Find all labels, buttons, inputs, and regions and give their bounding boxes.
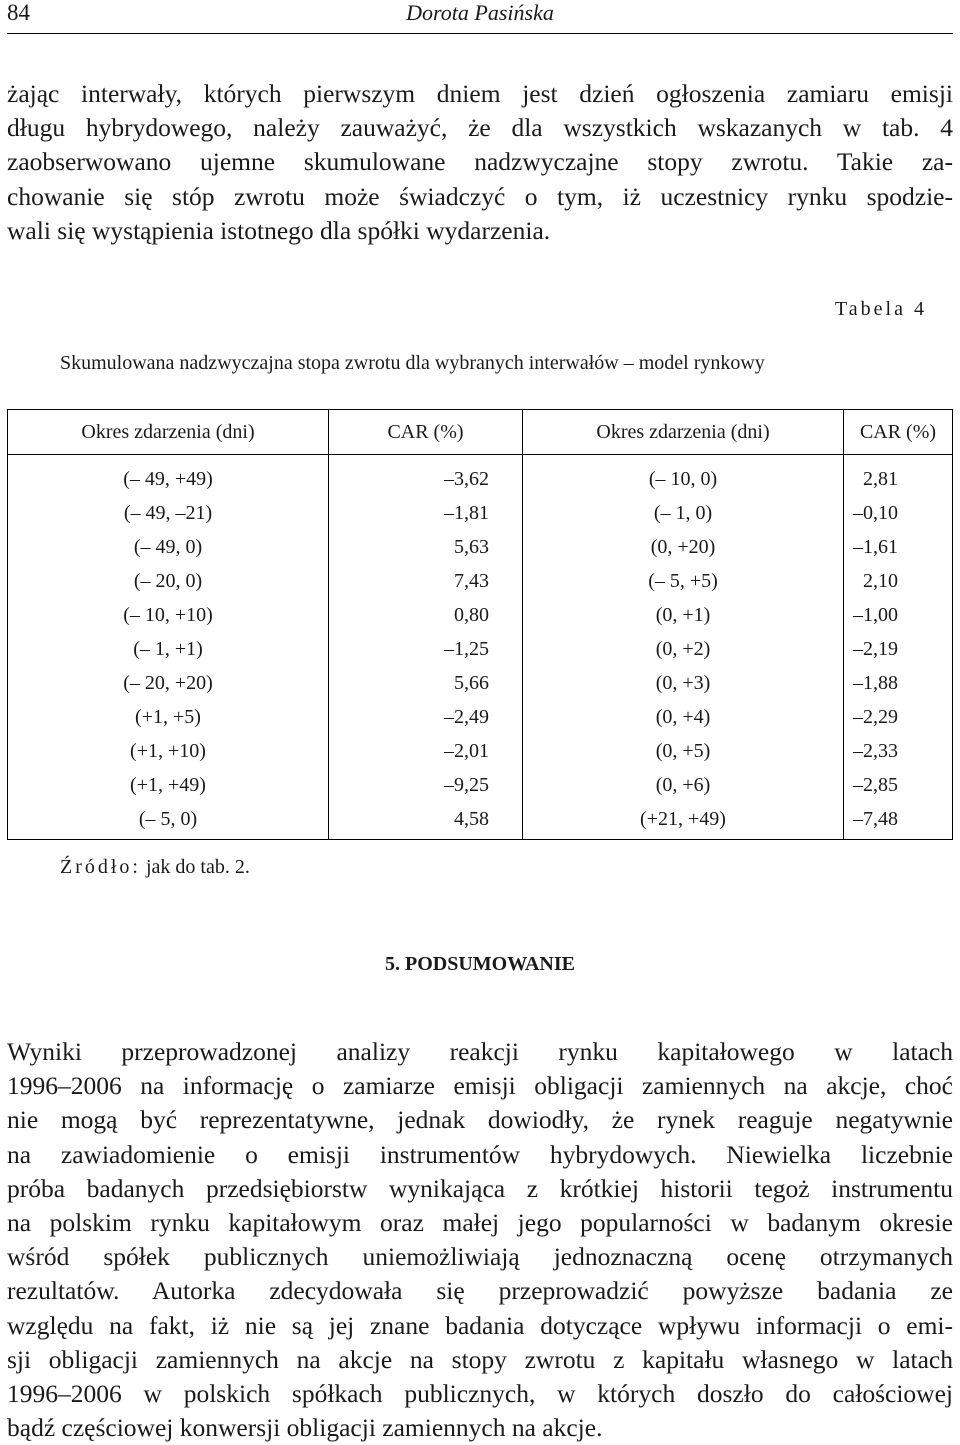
text-line: względu na fakt, iż nie są jej znane badania dotyczące wpływu informacji o emi- — [7, 1310, 953, 1340]
period-cell: (– 1, 0) — [523, 496, 844, 530]
table-header-row — [8, 410, 953, 455]
text-line: zaobserwowano ujemne skumulowane nadzwyczajne stopy zwrotu. Takie za- — [7, 147, 953, 177]
car-value-cell: 4,58 — [329, 802, 523, 840]
table-row — [8, 802, 953, 840]
table-row — [8, 530, 953, 564]
period-cell: (+1, +10) — [8, 734, 329, 768]
car-value-cell: –9,25 — [329, 768, 523, 802]
source-label: Źródło: — [60, 856, 141, 878]
paragraph-intro — [7, 77, 953, 248]
text-line: na polskim rynku kapitałowym oraz małej jego popularności w badanym okresie — [7, 1208, 953, 1238]
column-header: CAR (%) — [329, 410, 523, 455]
period-cell: (– 10, +10) — [8, 598, 329, 632]
table-row — [8, 666, 953, 700]
text-line: żając interwały, których pierwszym dniem jest dzień ogłoszenia zamiaru emisji — [7, 79, 953, 108]
running-title: Dorota Pasińska — [406, 0, 554, 25]
text-line: rezultatów. Autorka zdecydowała się przeprowadzić powyższe badania ze — [7, 1276, 953, 1306]
period-cell: (0, +20) — [523, 530, 844, 564]
table-row — [8, 598, 953, 632]
table-row — [8, 768, 953, 802]
car-value-cell: –0,10 — [844, 496, 953, 530]
table-caption: Skumulowana nadzwyczajna stopa zwrotu dla wybranych interwałów – model rynkowy — [60, 352, 765, 374]
period-cell: (0, +2) — [523, 632, 844, 666]
car-value-cell: –7,48 — [844, 802, 953, 840]
text-line: wśród spółek publicznych uniemożliwiają jednoznaczną ocenę otrzymanych — [7, 1242, 953, 1272]
period-cell: (+1, +49) — [8, 768, 329, 802]
period-cell: (+21, +49) — [523, 802, 844, 840]
table-source — [60, 856, 250, 879]
text-line: sji obligacji zamiennych na akcje na stopy zwrotu z kapitału własnego w latach — [7, 1344, 953, 1374]
text-line: wali się wystąpienia istotnego dla spółki wydarzenia. — [7, 215, 551, 245]
car-value-cell: –2,85 — [844, 768, 953, 802]
text-line: bądź częściowej konwersji obligacji zamiennych na akcje. — [7, 1413, 603, 1443]
car-value-cell: 7,43 — [329, 564, 523, 598]
period-cell: (0, +3) — [523, 666, 844, 700]
table-row — [8, 700, 953, 734]
period-cell: (– 49, –21) — [8, 496, 329, 530]
text-line: chowanie się stóp zwrotu może świadczyć o tym, iż uczestnicy rynku spodzie- — [7, 181, 953, 211]
car-value-cell: –2,33 — [844, 734, 953, 768]
text-line: długu hybrydowego, należy zauważyć, że dla wszystkich wskazanych w tab. 4 — [7, 113, 953, 143]
period-cell: (– 5, +5) — [523, 564, 844, 598]
car-value-cell: –1,00 — [844, 598, 953, 632]
period-cell: (– 20, +20) — [8, 666, 329, 700]
period-cell: (0, +4) — [523, 700, 844, 734]
period-cell: (– 49, 0) — [8, 530, 329, 564]
text-line: na zawiadomienie o emisji instrumentów hybrydowych. Niewielka liczebnie — [7, 1139, 953, 1169]
car-table — [7, 409, 953, 840]
car-value-cell: 5,66 — [329, 666, 523, 700]
text-line: 1996–2006 w polskich spółkach publicznych, w których doszło do całościowej — [7, 1379, 953, 1409]
text-line: Wyniki przeprowadzonej analizy reakcji rynku kapitałowego w latach — [7, 1037, 953, 1066]
column-header: Okres zdarzenia (dni) — [523, 410, 844, 455]
period-cell: (– 10, 0) — [523, 455, 844, 497]
period-cell: (– 20, 0) — [8, 564, 329, 598]
car-value-cell: 2,10 — [844, 564, 953, 598]
text-line: próba badanych przedsiębiorstw wynikająca z krótkiej historii tegoż instrumentu — [7, 1173, 953, 1203]
section-heading: 5. PODSUMOWANIE — [384, 953, 575, 975]
table-row — [8, 734, 953, 768]
car-value-cell: –1,25 — [329, 632, 523, 666]
table-row — [8, 632, 953, 666]
period-cell: (0, +6) — [523, 768, 844, 802]
text-line: 1996–2006 na informację o zamiarze emisji obligacji zamiennych na akcje, choć — [7, 1071, 953, 1101]
car-value-cell: –2,19 — [844, 632, 953, 666]
table-row — [8, 564, 953, 598]
period-cell: (0, +5) — [523, 734, 844, 768]
period-cell: (– 5, 0) — [8, 802, 329, 840]
table-row — [8, 455, 953, 497]
period-cell: (+1, +5) — [8, 700, 329, 734]
table-row — [8, 496, 953, 530]
car-value-cell: 2,81 — [844, 455, 953, 497]
car-value-cell: 0,80 — [329, 598, 523, 632]
page-header — [0, 0, 960, 32]
column-header: Okres zdarzenia (dni) — [8, 410, 329, 455]
car-value-cell: –2,29 — [844, 700, 953, 734]
header-rule — [7, 33, 953, 34]
car-value-cell: 5,63 — [329, 530, 523, 564]
column-header: CAR (%) — [844, 410, 953, 455]
period-cell: (– 49, +49) — [8, 455, 329, 497]
car-value-cell: –1,81 — [329, 496, 523, 530]
page-number: 84 — [7, 0, 30, 25]
paragraph-summary — [7, 1035, 953, 1445]
period-cell: (0, +1) — [523, 598, 844, 632]
source-text: jak do tab. 2. — [141, 856, 250, 878]
car-value-cell: –3,62 — [329, 455, 523, 497]
table-number: Tabela 4 — [834, 298, 927, 320]
car-value-cell: –2,49 — [329, 700, 523, 734]
car-value-cell: –1,88 — [844, 666, 953, 700]
car-value-cell: –1,61 — [844, 530, 953, 564]
text-line: nie mogą być reprezentatywne, jednak dowiodły, że rynek reaguje negatywnie — [7, 1105, 953, 1135]
period-cell: (– 1, +1) — [8, 632, 329, 666]
car-value-cell: –2,01 — [329, 734, 523, 768]
